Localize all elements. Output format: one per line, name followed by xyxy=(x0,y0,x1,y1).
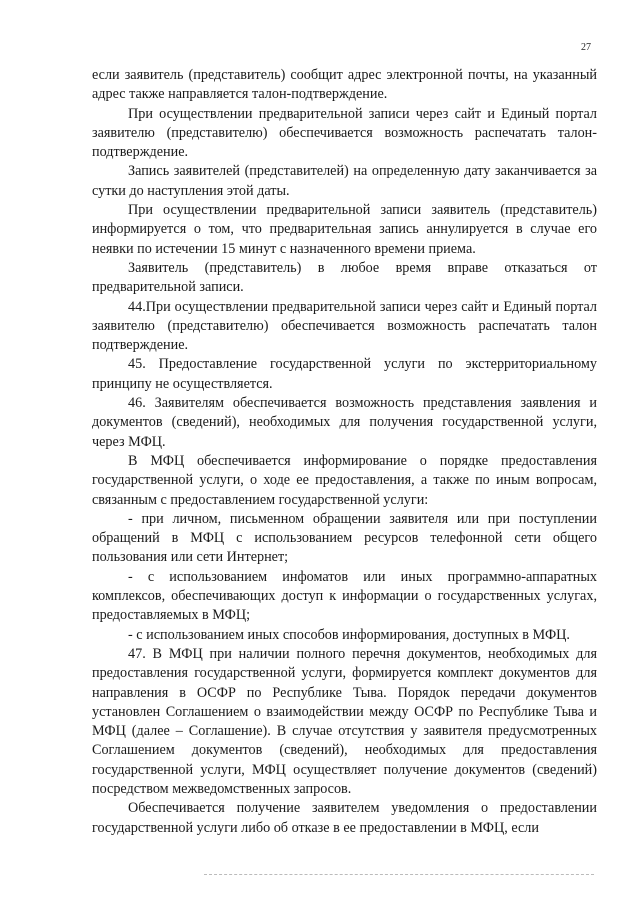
page-number: 27 xyxy=(581,42,591,53)
document-body xyxy=(92,66,597,838)
list-item: - при личном, письменном обращении заявителя или при поступлении обращений в МФЦ с использованием ресурсов телефонной сети общего пользования или сети Интернет; xyxy=(92,510,597,566)
paragraph-continuation: если заявитель (представитель) сообщит адрес электронной почты, на указанный адрес также направляется талон-подтверждение. xyxy=(92,67,597,103)
paragraph: В МФЦ обеспечивается информирование о порядке предоставления государственной услуги, о ходе ее предоставления, а также по иным вопросам, связанным с предоставлением государственной услуги: xyxy=(92,452,597,508)
paragraph-item-44: 44.При осуществлении предварительной записи через сайт и Единый портал заявителю (представителю) обеспечивается возможность распечатать талон подтверждение. xyxy=(92,298,597,354)
paragraph-item-47: 47. В МФЦ при наличии полного перечня документов, необходимых для предоставления государственной услуги, формируется комплект документов для направления в ОСФР по Республике Тыва. Порядок передачи документов установлен Соглашением о взаимодействии между ОСФР по Республике Тыва и МФЦ (далее – Соглашение). В случае отсутствия у заявителя предусмотренных Соглашением документов (сведений), необходимых для предоставления государственной услуги, МФЦ осуществляет получение документов (сведений) посредством межведомственных запросов. xyxy=(92,645,597,797)
list-item: - с использованием инфоматов или иных программно-аппаратных комплексов, обеспечивающих доступ к информации о государственных услугах, предоставляемых в МФЦ; xyxy=(92,568,597,624)
paragraph: При осуществлении предварительной записи заявитель (представитель) информируется о том, что предварительная запись аннулируется в случае его неявки по истечении 15 минут с назначенного времени приема. xyxy=(92,202,597,257)
paragraph-item-46: 46. Заявителям обеспечивается возможность представления заявления и документов (сведений), необходимых для получения государственной услуги, через МФЦ. xyxy=(92,395,597,450)
paragraph: Заявитель (представитель) в любое время вправе отказаться от предварительной записи. xyxy=(92,259,597,296)
bottom-divider xyxy=(204,874,594,875)
paragraph-item-45: 45. Предоставление государственной услуги по экстерриториальному принципу не осуществляется. xyxy=(92,356,597,392)
list-item: - с использованием иных способов информирования, доступных в МФЦ. xyxy=(128,626,570,643)
paragraph: Обеспечивается получение заявителем уведомления о предоставлении государственной услуги либо об отказе в ее предоставлении в МФЦ, если xyxy=(92,800,597,836)
paragraph: При осуществлении предварительной записи через сайт и Единый портал заявителю (представителю) обеспечивается возможность распечатать талон-подтверждение. xyxy=(92,105,597,161)
paragraph: Запись заявителей (представителей) на определенную дату заканчивается за сутки до наступления этой даты. xyxy=(92,163,597,199)
